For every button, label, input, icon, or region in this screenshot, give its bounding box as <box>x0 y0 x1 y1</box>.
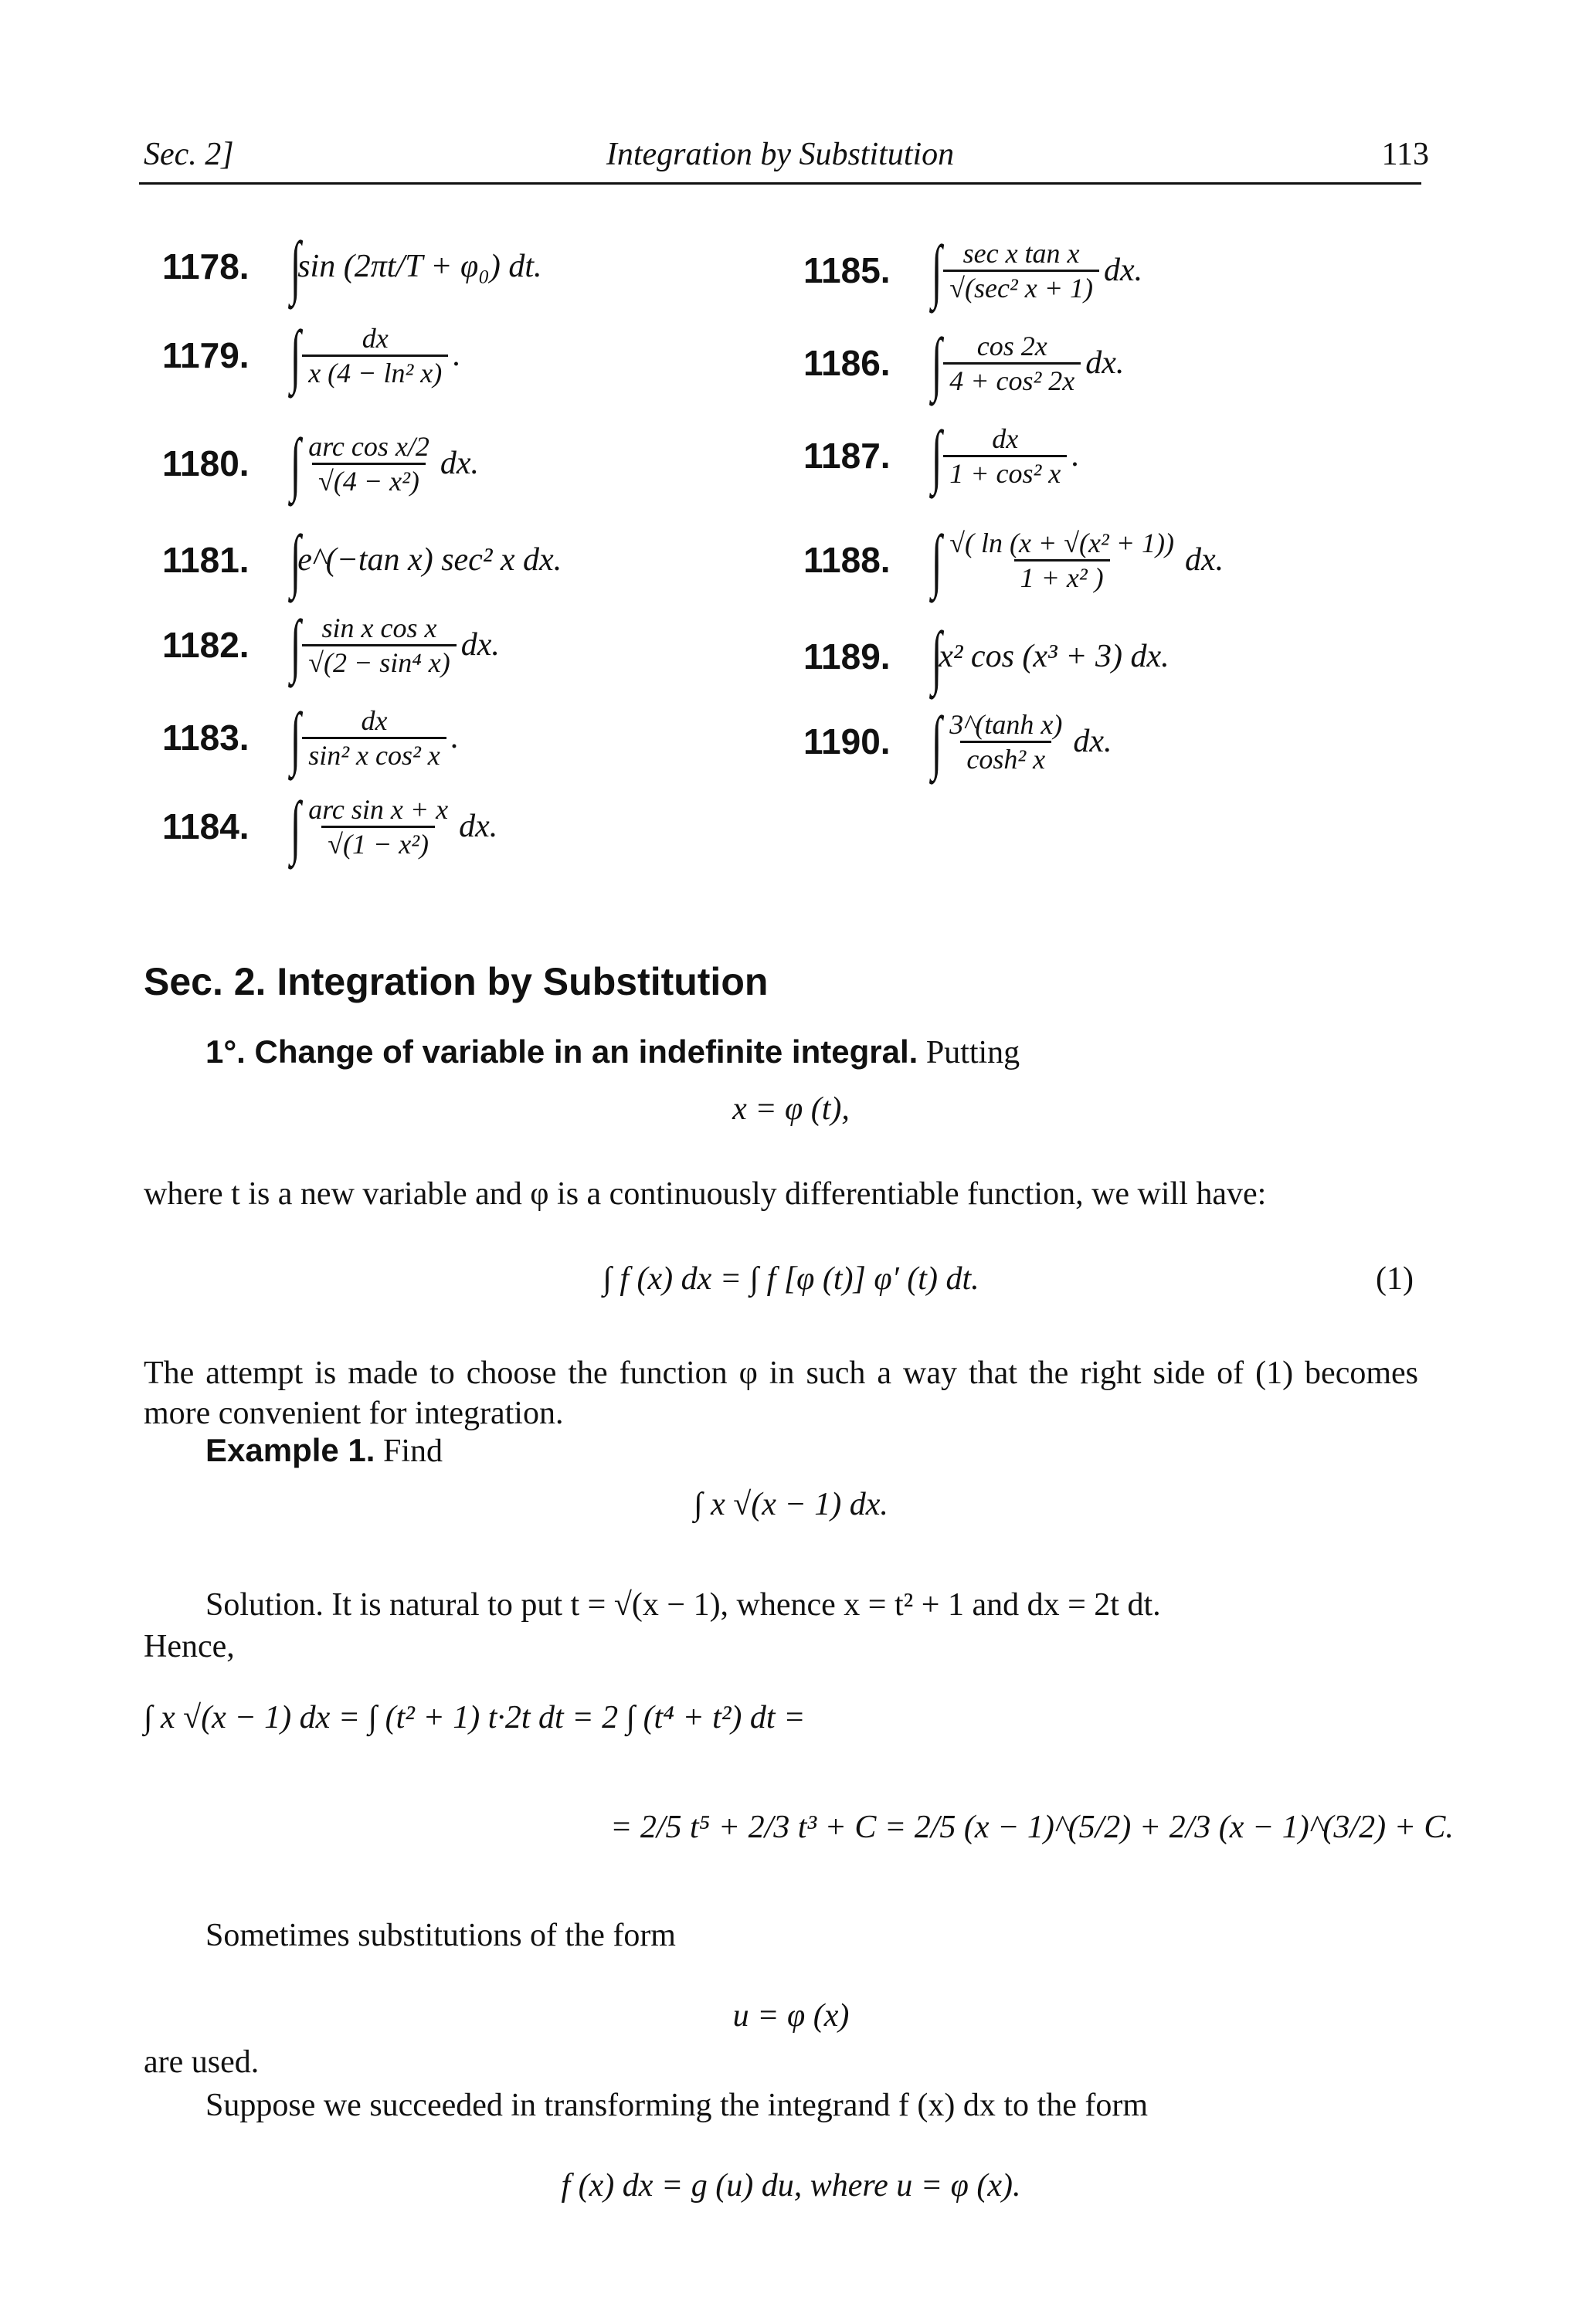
problem-number: 1189. <box>803 636 891 677</box>
numerator: dx <box>992 422 1019 454</box>
integral-sign: ∫ <box>931 521 942 599</box>
paragraph-sometimes: Sometimes substitutions of the form <box>205 1918 676 1953</box>
fraction <box>302 793 454 860</box>
equation-1: ∫ f (x) dx = ∫ f [φ (t)] φ′ (t) dt. <box>603 1261 979 1297</box>
header-rule <box>139 182 1421 185</box>
fraction <box>302 612 457 679</box>
integral-sign: ∫ <box>290 227 301 306</box>
problem-number: 1188. <box>803 540 891 580</box>
problem-tail: . <box>453 338 461 373</box>
problem-1183 <box>162 695 749 780</box>
problem-1180 <box>162 402 749 525</box>
problem-number: 1185. <box>803 250 891 290</box>
problem-1188 <box>803 502 1437 618</box>
numerator: arc cos x/2 <box>308 430 429 462</box>
equation-solution-line-2: = 2/5 t⁵ + 2/3 t³ + C = 2/5 (x − 1)^(5/2) + 2/3 (x − 1)^(3/2) + C. <box>610 1810 1454 1845</box>
problem-tail: . <box>450 720 460 755</box>
problem-tail: dx. <box>459 809 498 844</box>
integral-sign: ∫ <box>290 606 301 684</box>
numerator: cos 2x <box>976 330 1047 361</box>
equation-example: ∫ x √(x − 1) dx. <box>694 1487 888 1522</box>
fraction <box>943 330 1081 397</box>
fraction <box>943 422 1067 490</box>
fraction <box>943 527 1180 594</box>
numerator: 3^(tanh x) <box>949 708 1063 740</box>
subsection-text: Putting <box>925 1035 1020 1070</box>
problem-tail: dx. <box>440 446 479 481</box>
fraction <box>302 430 436 497</box>
problem-1189 <box>803 618 1437 695</box>
integral-sign: ∫ <box>931 702 942 781</box>
equation-number: (1) <box>1376 1261 1414 1297</box>
problems-left-column <box>162 224 749 873</box>
integral-sign: ∫ <box>290 787 301 866</box>
page-number: 113 <box>1381 137 1429 172</box>
paragraph-where: where t is a new variable and φ is a continuously differentiable function, we will have: <box>144 1176 1267 1212</box>
equation-u: u = φ (x) <box>732 1998 850 2034</box>
denominator: cosh² x <box>960 741 1051 775</box>
problem-number: 1186. <box>803 343 891 383</box>
numerator: sin x cos x <box>321 612 437 643</box>
problem-1179 <box>162 309 749 402</box>
problem-1182 <box>162 595 749 695</box>
denominator: √(1 − x²) <box>321 826 435 860</box>
problem-number: 1184. <box>162 806 250 846</box>
integral-sign: ∫ <box>931 324 942 402</box>
paragraph-suppose: Suppose we succeeded in transforming the integrand f (x) dx to the form <box>205 2088 1148 2123</box>
equation-final: f (x) dx = g (u) du, where u = φ (x). <box>561 2168 1021 2204</box>
fraction <box>943 708 1068 775</box>
integral-sign: ∫ <box>290 698 301 777</box>
subsection-heading: 1°. Change of variable in an indefinite integral. <box>205 1033 918 1070</box>
example-text: Find <box>382 1433 443 1469</box>
example-line <box>205 1430 1364 1471</box>
integral-sign: ∫ <box>290 521 301 599</box>
integral-sign: ∫ <box>290 316 301 395</box>
header-title: Integration by Substitution <box>606 137 955 172</box>
section-title: Sec. 2. Integration by Substitution <box>144 960 769 1003</box>
problem-number: 1183. <box>162 718 250 758</box>
problem-tail: dx. <box>1073 724 1112 759</box>
denominator: sin² x cos² x <box>302 737 446 772</box>
hence-text: Hence, <box>144 1629 235 1664</box>
problem-tail: dx. <box>1085 345 1125 381</box>
denominator: 4 + cos² 2x <box>943 362 1081 397</box>
problem-expression: sin (2πt/T + φ₀) dt. <box>297 249 542 284</box>
denominator: √(4 − x²) <box>312 463 426 497</box>
paragraph-attempt: The attempt is made to choose the function φ in such a way that the right side of (1) becomes more convenient for integration. <box>144 1355 1418 1431</box>
problem-expression: x² cos (x³ + 3) dx. <box>939 639 1170 674</box>
integral-sign: ∫ <box>931 617 942 696</box>
problem-tail: dx. <box>1103 253 1143 288</box>
problem-1184 <box>162 780 749 873</box>
denominator: 1 + cos² x <box>943 455 1067 490</box>
problem-number: 1190. <box>803 721 891 762</box>
problem-1178 <box>162 224 749 309</box>
solution-line <box>205 1585 1418 1625</box>
numerator: arc sin x + x <box>308 793 449 825</box>
problem-number: 1179. <box>162 335 250 375</box>
problem-number: 1182. <box>162 625 250 665</box>
problem-expression: e^(−tan x) sec² x dx. <box>297 542 562 578</box>
denominator: 1 + x² ) <box>1014 559 1110 594</box>
problem-number: 1181. <box>162 540 250 580</box>
denominator: √(sec² x + 1) <box>943 270 1099 304</box>
problem-tail: dx. <box>1185 542 1224 578</box>
fraction <box>302 704 446 772</box>
subsection-intro <box>205 1032 1441 1073</box>
problem-tail: dx. <box>460 627 500 663</box>
problems-right-column <box>803 224 1437 788</box>
integral-sign: ∫ <box>931 416 942 495</box>
solution-text: It is natural to put t = √(x − 1), whence x = t² + 1 and dx = 2t dt. <box>331 1587 1161 1623</box>
paragraph-are-used: are used. <box>144 2044 260 2080</box>
problem-number: 1178. <box>162 246 250 287</box>
problem-1186 <box>803 317 1437 409</box>
fraction <box>943 237 1099 304</box>
integral-sign: ∫ <box>290 424 301 503</box>
problem-number: 1180. <box>162 443 250 483</box>
problem-1185 <box>803 224 1437 317</box>
problem-1181 <box>162 521 749 599</box>
denominator: √(2 − sin⁴ x) <box>302 644 457 679</box>
integral-sign: ∫ <box>931 231 942 310</box>
example-label: Example 1. <box>205 1432 375 1468</box>
equation-solution-line-1: ∫ x √(x − 1) dx = ∫ (t² + 1) t·2t dt = 2 ∫ (t⁴ + t²) dt = <box>144 1700 806 1735</box>
denominator: x (4 − ln² x) <box>302 355 448 389</box>
header-section-label: Sec. 2] <box>144 137 234 172</box>
numerator: sec x tan x <box>962 237 1080 269</box>
fraction <box>302 322 448 389</box>
problem-1190 <box>803 695 1437 788</box>
problem-number: 1187. <box>803 436 891 476</box>
numerator: dx <box>361 704 388 736</box>
numerator: dx <box>362 322 389 354</box>
solution-label: Solution. <box>205 1587 324 1623</box>
equation-substitution: x = φ (t), <box>732 1091 850 1127</box>
problem-tail: . <box>1071 438 1080 473</box>
problem-1187 <box>803 409 1437 502</box>
numerator: √( ln (x + √(x² + 1)) <box>949 527 1174 558</box>
